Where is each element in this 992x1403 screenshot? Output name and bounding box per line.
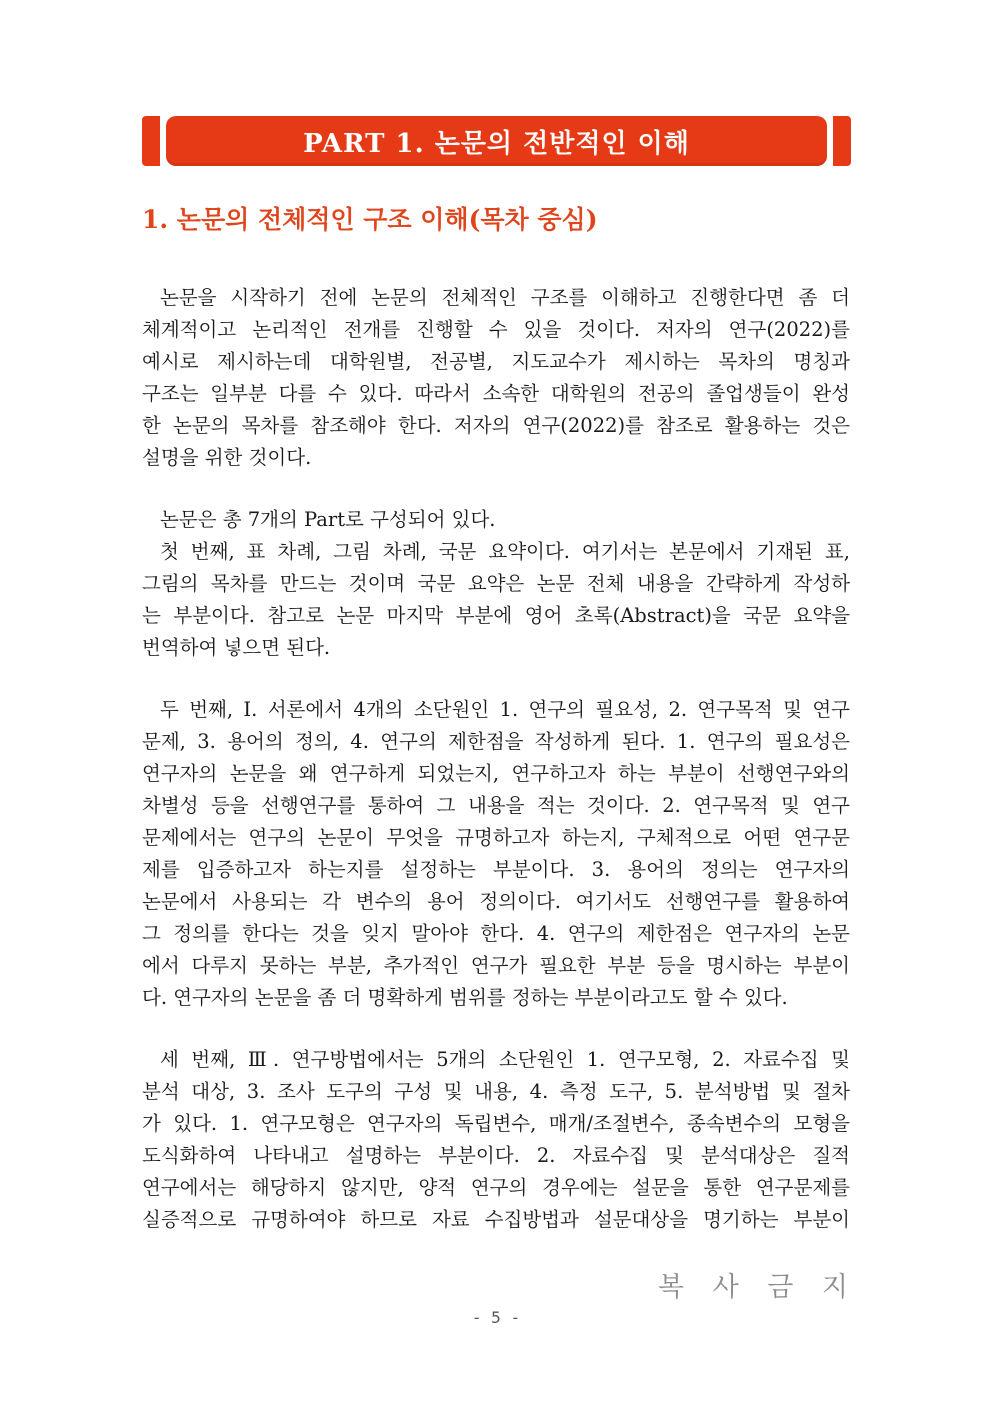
paragraph-3-line-9: 에서 다루지 못하는 부분, 추가적인 연구가 필요한 부분 등을 명시하는 부분이 [142, 954, 850, 977]
banner-left-tab [142, 116, 160, 166]
paragraph-gap [142, 474, 850, 504]
paragraph-1-line-5: 한 논문의 목차를 참조해야 한다. 저자의 연구(2022)를 참조로 활용하는 것은 [142, 414, 850, 437]
paragraph-1-line-4: 구조는 일부분 다를 수 있다. 따라서 소속한 대학원의 전공의 졸업생들이 완성 [142, 382, 850, 405]
paragraph-gap [142, 1014, 850, 1044]
paragraph-3-line-5: 문제에서는 연구의 논문이 무엇을 규명하고자 하는지, 구체적으로 어떤 연구문 [142, 826, 850, 849]
page-number: - 5 - [471, 1308, 521, 1327]
paragraph-2-line-2: 첫 번째, 표 차례, 그림 차례, 국문 요약이다. 여기서는 본문에서 기재된 표, [160, 540, 850, 563]
part-banner [142, 116, 851, 166]
paragraph-3-line-7: 논문에서 사용되는 각 변수의 용어 정의이다. 여기서도 선행연구를 활용하여 [142, 890, 850, 913]
paragraph-2-line-5: 번역하여 넣으면 된다. [142, 636, 331, 659]
paragraph-4-line-1: 세 번째, Ⅲ. 연구방법에서는 5개의 소단원인 1. 연구모형, 2. 자료수집 및 [160, 1048, 850, 1071]
paragraph-4-line-4: 도식화하여 나타내고 설명하는 부분이다. 2. 자료수집 및 분석대상은 질적 [142, 1144, 850, 1167]
paragraph-2-line-4: 는 부분이다. 참고로 논문 마지막 부분에 영어 초록(Abstract)을 국문 요약을 [142, 604, 850, 627]
paragraph-1-line-3: 예시로 제시하는데 대학원별, 전공별, 지도교수가 제시하는 목차의 명칭과 [142, 350, 850, 373]
banner-right-tab [833, 116, 851, 166]
part-title: PART 1. 논문의 전반적인 이해 [303, 128, 690, 159]
paragraph-4-line-3: 가 있다. 1. 연구모형은 연구자의 독립변수, 매개/조절변수, 종속변수의 모형을 [142, 1112, 850, 1135]
copy-prohibited-watermark: 복 사 금 지 [657, 1272, 858, 1303]
paragraph-1-line-6: 설명을 위한 것이다. [142, 446, 312, 469]
paragraph-3-line-6: 제를 입증하고자 하는지를 설정하는 부분이다. 3. 용어의 정의는 연구자의 [142, 858, 850, 881]
paragraph-1-line-1: 논문을 시작하기 전에 논문의 전체적인 구조를 이해하고 진행한다면 좀 더 [160, 286, 850, 309]
paragraph-2-line-1: 논문은 총 7개의 Part로 구성되어 있다. [160, 508, 496, 531]
paragraph-3-line-10: 다. 연구자의 논문을 좀 더 명확하게 범위를 정하는 부분이라고도 할 수 있다. [142, 986, 788, 1009]
paragraph-3-line-1: 두 번째, I. 서론에서 4개의 소단원인 1. 연구의 필요성, 2. 연구목적 및 연구 [160, 698, 850, 721]
paragraph-3-line-2: 문제, 3. 용어의 정의, 4. 연구의 제한점을 작성하게 된다. 1. 연구의 필요성은 [142, 730, 850, 753]
paragraph-4-line-6: 실증적으로 규명하여야 하므로 자료 수집방법과 설문대상을 명기하는 부분이 [142, 1208, 850, 1231]
paragraph-3-line-8: 그 정의를 한다는 것을 잊지 말아야 한다. 4. 연구의 제한점은 연구자의 논문 [142, 922, 850, 945]
paragraph-2-line-3: 그림의 목차를 만드는 것이며 국문 요약은 논문 전체 내용을 간략하게 작성하 [142, 572, 850, 595]
paragraph-4-line-5: 연구에서는 해당하지 않지만, 양적 연구의 경우에는 설문을 통한 연구문제를 [142, 1176, 850, 1199]
paragraph-4-line-2: 분석 대상, 3. 조사 도구의 구성 및 내용, 4. 측정 도구, 5. 분석방법 및 절차 [142, 1080, 850, 1103]
body-text [142, 282, 850, 1236]
paragraph-3-line-3: 연구자의 논문을 왜 연구하게 되었는지, 연구하고자 하는 부분이 선행연구와의 [142, 762, 850, 785]
paragraph-1-line-2: 체계적이고 논리적인 전개를 진행할 수 있을 것이다. 저자의 연구(2022)를 [142, 318, 850, 341]
paragraph-3-line-4: 차별성 등을 선행연구를 통하여 그 내용을 적는 것이다. 2. 연구목적 및 연구 [142, 794, 850, 817]
section-heading: 1. 논문의 전체적인 구조 이해(목차 중심) [142, 205, 598, 234]
paragraph-gap [142, 664, 850, 694]
banner-main-bar [166, 116, 827, 166]
